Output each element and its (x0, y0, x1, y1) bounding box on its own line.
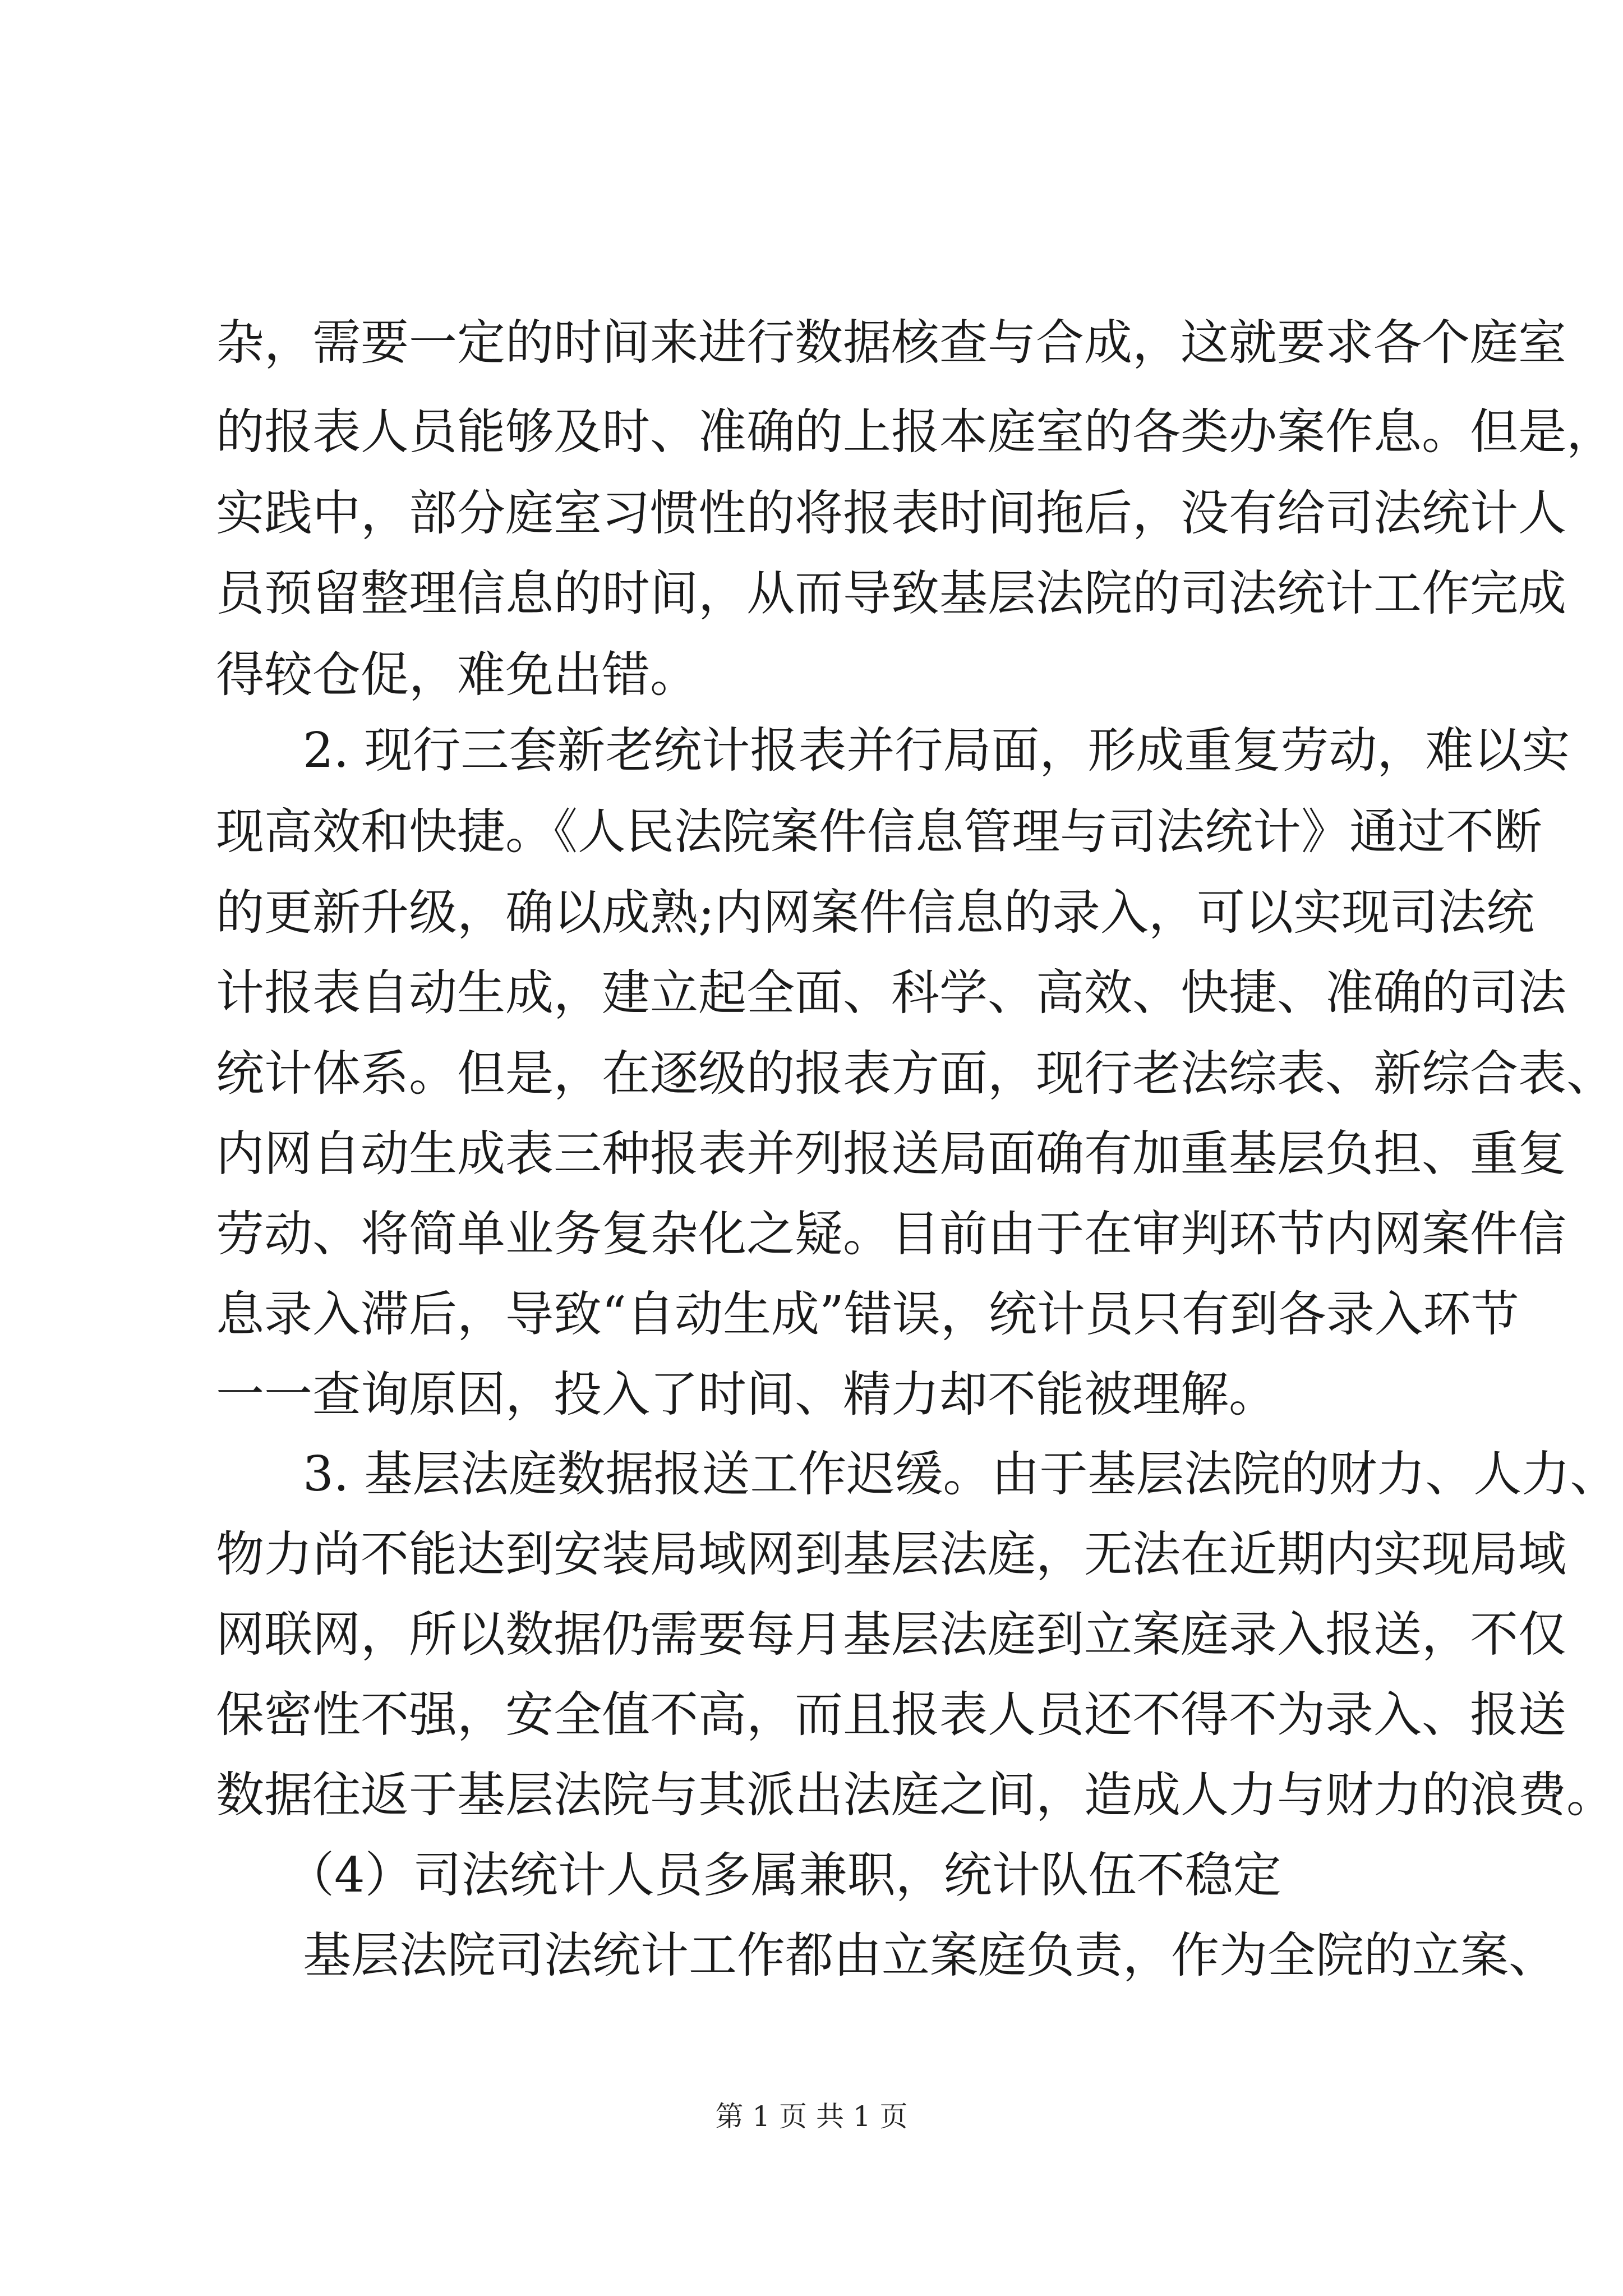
paragraph-line: 劳动、将简单业务复杂化之疑。目前由于在审判环节内网案件信 (216, 1206, 1566, 1262)
paragraph-line: 得较仓促，难免出错。 (216, 647, 698, 703)
paragraph-line: 杂，需要一定的时间来进行数据核查与合成，这就要求各个庭室 (216, 315, 1566, 371)
paragraph-line: 现高效和快捷。《人民法院案件信息管理与司法统计》通过不断 (216, 804, 1542, 860)
paragraph-line: 2. 现行三套新老统计报表并行局面，形成重复劳动，难以实 (303, 723, 1570, 779)
paragraph-line: 一一查询原因，投入了时间、精力却不能被理解。 (216, 1366, 1277, 1423)
paragraph-line: 网联网，所以数据仍需要每月基层法庭到立案庭录入报送，不仅 (216, 1607, 1566, 1663)
paragraph-line: 计报表自动生成，建立起全面、科学、高效、快捷、准确的司法 (216, 965, 1566, 1021)
paragraph-line: 物力尚不能达到安装局域网到基层法庭，无法在近期内实现局域 (216, 1526, 1566, 1582)
paragraph-line: 基层法院司法统计工作都由立案庭负责，作为全院的立案、 (303, 1927, 1557, 1984)
paragraph-line: 的报表人员能够及时、准确的上报本庭室的各类办案作息。但是， (216, 404, 1615, 460)
paragraph-line: 实践中，部分庭室习惯性的将报表时间拖后，没有给司法统计人 (216, 485, 1566, 541)
paragraph-line: 保密性不强，安全值不高，而且报表人员还不得不为录入、报送 (216, 1687, 1566, 1743)
page-footer: 第 1 页 共 1 页 (715, 2100, 908, 2133)
paragraph-line: 统计体系。但是，在逐级的报表方面，现行老法综表、新综合表、 (216, 1046, 1615, 1102)
paragraph-line: 3. 基层法庭数据报送工作迟缓。由于基层法院的财力、人力、 (303, 1446, 1619, 1502)
section-heading: （4）司法统计人员多属兼职，统计队伍不稳定 (286, 1847, 1281, 1903)
paragraph-line: 的更新升级，确以成熟;内网案件信息的录入，可以实现司法统 (216, 885, 1534, 941)
paragraph-line: 员预留整理信息的时间，从而导致基层法院的司法统计工作完成 (216, 565, 1566, 622)
paragraph-line: 息录入滞后，导致“自动生成”错误，统计员只有到各录入环节 (216, 1286, 1519, 1342)
paragraph-line: 内网自动生成表三种报表并列报送局面确有加重基层负担、重复 (216, 1126, 1566, 1182)
paragraph-line: 数据往返于基层法院与其派出法庭之间，造成人力与财力的浪费。 (216, 1767, 1615, 1823)
